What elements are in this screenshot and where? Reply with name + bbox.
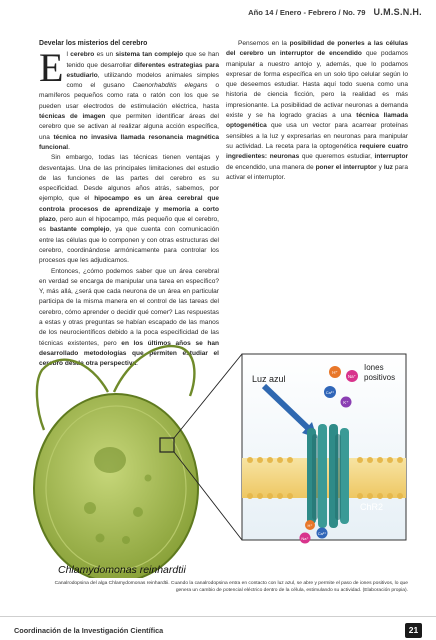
text-run: que se han tenido que desarrollar [66, 51, 219, 69]
text-run: luz [383, 163, 393, 171]
text-run: . [136, 360, 138, 368]
channel-label: ChR2 [360, 502, 384, 512]
ion-h-inside-label: H⁺ [307, 523, 313, 528]
text-run: que queremos estudiar, [299, 153, 375, 161]
text-run: bastante complejo [49, 226, 110, 234]
channelrhodopsin-figure [30, 330, 408, 578]
ion-na-label: Na⁺ [347, 374, 357, 379]
light-label: Luz azul [252, 374, 286, 384]
text-run: que podamos manipular a nuestro antojo y, además, que lo podamos expresar de forma específica en un solo tipo celular según lo que deseemos estudiar. Hasta aquí todo suena como una historia de ciencia ficción, pero la realidad es más impresionante. La posibilidad de activar neuronas a demanda existe y se ha logrado gracias a una [226, 50, 408, 120]
text-run: que usa un vector para acarrear proteínas sensibles a la luz y expresarlas en neuronas para manipular su actividad. La receta para la optogenética [226, 122, 408, 150]
organism-label: Chlamydomonas reinhardtii [58, 564, 186, 576]
brand-name: U.M.S.N.H. [373, 7, 422, 17]
drop-cap: E [39, 45, 64, 91]
text-run: interruptor [374, 153, 408, 161]
text-run: , ya que cuenta con comunicación entre las células que lo componen y con otras estructuras del cerebro, coordinándose armónicamente para controlar los procesos que les adjudicamos. [39, 226, 220, 265]
algae-cell [34, 394, 198, 578]
page-footer [0, 622, 436, 640]
article-title: Develar los misterios del cerebro [39, 40, 148, 47]
ions-label-line-1: Iones [364, 363, 384, 372]
ion-h-label: H⁺ [332, 370, 338, 375]
text-run: o mamíferos pequeños como rata o ratón con los que se pueden usar electrodos de estimulación eléctrica, hasta [39, 82, 219, 110]
text-run: requiere cuatro ingredientes: neuronas [226, 142, 408, 161]
text-run: que permiten identificar áreas del cerebro que se activan al realizar alguna acción específica, una [39, 113, 220, 141]
text-run: en los últimos años se han desarrollado metodologías que permiten estudiar el cerebro desde otra perspectiva [39, 339, 219, 368]
figure-caption: Canalrodopsina del alga Chlamydomonas reinhardtii. Cuando la canalrodopsina entra en contacto con luz azul, se abre y permite el paso de iones positivos, lo que genera un cambio de potencial eléctrico dentro de la célula, estimulando su actividad. (Elaboración propia). [54, 581, 408, 594]
text-run: l [66, 51, 71, 59]
text-run: es un [94, 51, 116, 59]
text-run: para activar el interruptor. [226, 163, 408, 181]
text-run: y [376, 163, 384, 171]
text-column-right [226, 39, 408, 183]
ion-k-label: K⁺ [343, 400, 349, 405]
footer-divider [0, 616, 436, 617]
ion-ca-inside-label: Ca²⁺ [317, 531, 327, 536]
paragraph-1 [39, 45, 220, 153]
text-column-left [39, 39, 219, 370]
ion-ca-label: Ca²⁺ [325, 390, 335, 395]
text-run: técnica no invasiva llamada resonancia magnética funcional [39, 133, 219, 151]
cell-nucleus [94, 447, 126, 473]
text-run: Sin embargo, todas las técnicas tienen ventajas y desventajas. Una de las principales limitaciones del estudio de las funciones de las partes del cerebro es su especificidad. Desde algunos años atrás, sabemos, por ejemplo, que el [39, 154, 219, 203]
page-number: 21 [405, 623, 422, 638]
text-run: diferentes estrategias para estudiarlo [66, 61, 219, 79]
paragraph-4 [226, 39, 408, 183]
ion-na-inside-label: Na⁺ [301, 536, 309, 541]
footer-organization: Coordinación de la Investigación Científica [14, 626, 164, 635]
paragraph-2 [39, 153, 219, 266]
text-run: cerebro [70, 51, 95, 59]
text-run: , pero aun el hipocampo, más pequeño que el cerebro, es [39, 216, 219, 234]
text-run: , utilizando modelos animales simples como el gusano [66, 71, 219, 90]
ions-label-line-2: positivos [364, 373, 396, 382]
text-run: sistema tan complejo [115, 51, 184, 59]
page-header [248, 7, 422, 17]
text-run: técnica llamada optogenética [226, 112, 408, 130]
text-run: Caenorhabditis elegans [132, 82, 208, 90]
text-run: Pensemos en la [238, 40, 290, 47]
text-run: hipocampo es un área cerebral que controla procesos de aprendizaje y memoria a corto plazo [39, 195, 219, 224]
text-run: poner el interruptor [315, 163, 377, 171]
text-run: Entonces, ¿cómo podemos saber que un área cerebral en verdad se encarga de manipular una tarea en específico? Y, más allá, ¿será que cada neurona de un área en particular participa de la misma manera en el control de las tareas del cerebro, cómo aprender o decidir qué comer? Las respuestas a estas y otras preguntas se habían escapado de las manos de los neurocientíficos debido a la poca especificidad de las técnicas existentes, pero [39, 267, 219, 347]
text-run: posibilidad de ponerles a las células del cerebro un interruptor de encendido [226, 40, 408, 58]
text-run: técnicas de imagen [39, 113, 106, 121]
text-run: de encendido, una manera de [226, 163, 316, 171]
text-run: . [68, 143, 70, 151]
issue-info: Año 14 / Enero - Febrero / No. 79 [248, 8, 366, 17]
paragraph-1-body [39, 45, 220, 151]
flagellum-right [114, 346, 194, 396]
